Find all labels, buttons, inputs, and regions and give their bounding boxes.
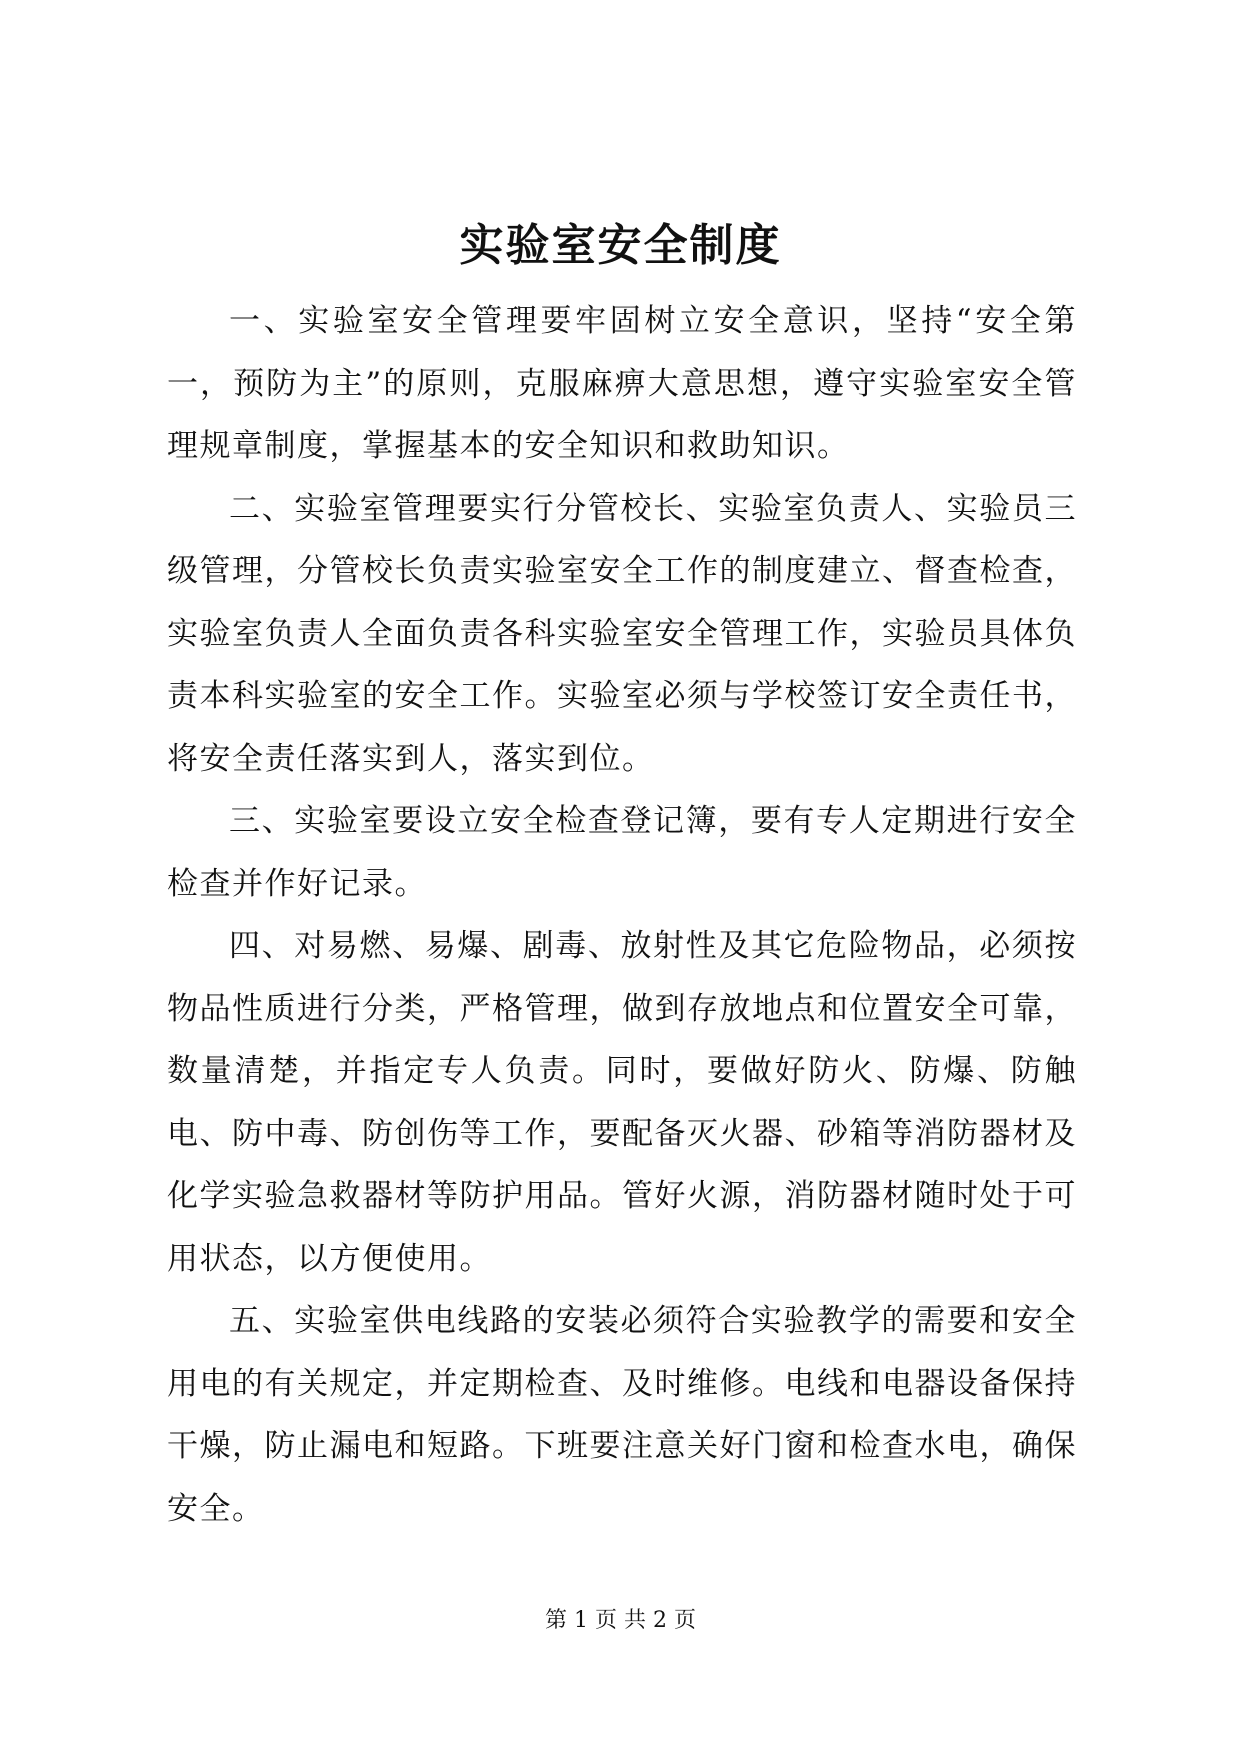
- paragraph-4: 四、对易燃、易爆、剧毒、放射性及其它危险物品，必须按物品性质进行分类，严格管理，做到存放地点和位置安全可靠，数量清楚，并指定专人负责。同时，要做好防火、防爆、防触电、防中毒、防创伤等工作，要配备灭火器、砂箱等消防器材及化学实验急救器材等防护用品。管好火源，消防器材随时处于可用状态，以方便使用。: [167, 928, 1077, 1277]
- paragraph-1: 一、实验室安全管理要牢固树立安全意识，坚持“安全第一，预防为主”的原则，克服麻痹大意思想，遵守实验室安全管理规章制度，掌握基本的安全知识和救助知识。: [167, 303, 1077, 464]
- document-body: [167, 290, 1077, 1540]
- page-number-footer: 第 1 页 共 2 页: [545, 1608, 696, 1633]
- paragraph-2: 二、实验室管理要实行分管校长、实验室负责人、实验员三级管理，分管校长负责实验室安全工作的制度建立、督查检查，实验室负责人全面负责各科实验室安全管理工作，实验员具体负责本科实验室的安全工作。实验室必须与学校签订安全责任书，将安全责任落实到人，落实到位。: [167, 490, 1077, 777]
- paragraph-3: 三、实验室要设立安全检查登记簿，要有专人定期进行安全检查并作好记录。: [167, 803, 1077, 902]
- document-title: 实验室安全制度: [459, 220, 782, 271]
- paragraph-5: 五、实验室供电线路的安装必须符合实验教学的需要和安全用电的有关规定，并定期检查、及时维修。电线和电器设备保持干燥，防止漏电和短路。下班要注意关好门窗和检查水电，确保安全。: [167, 1303, 1077, 1527]
